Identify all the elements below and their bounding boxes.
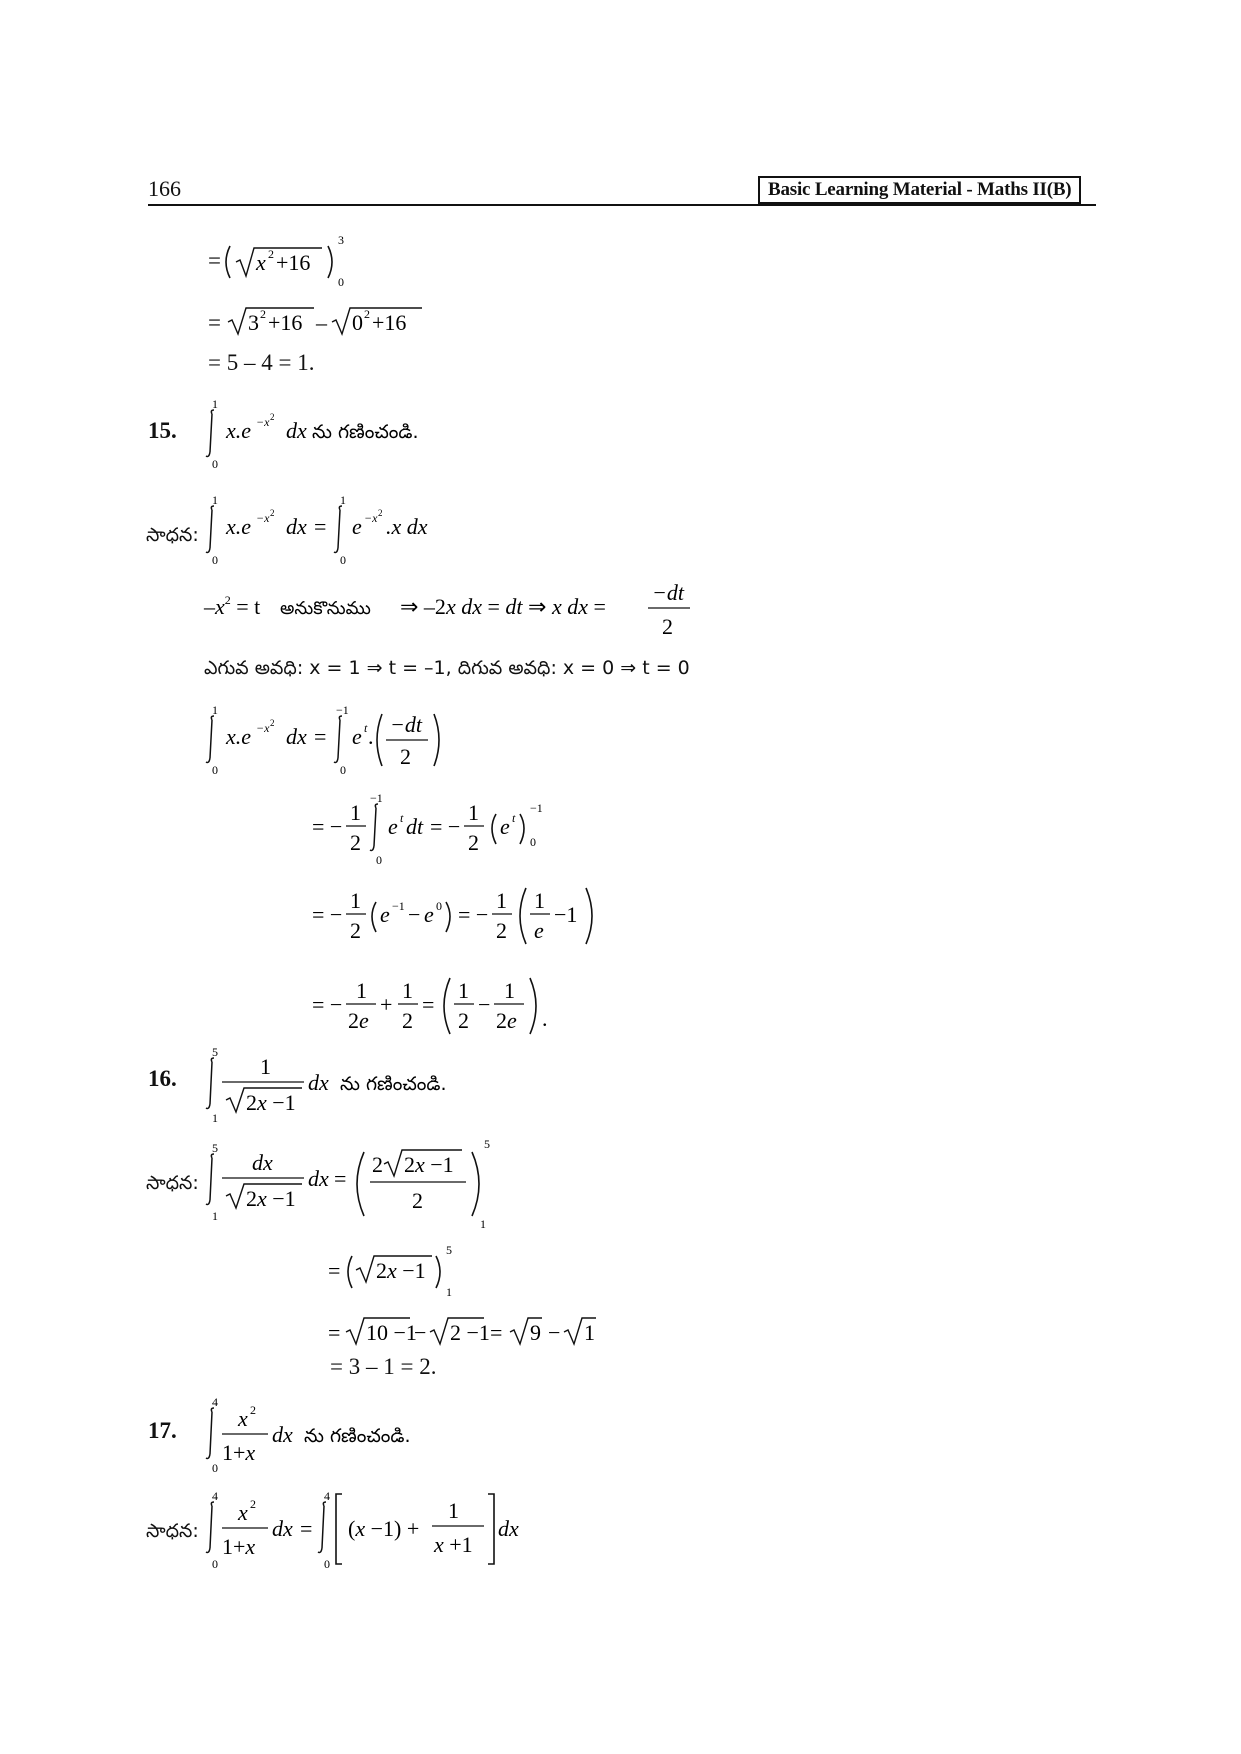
svg-text:1: 1 xyxy=(584,1320,595,1345)
q17-step-1 xyxy=(200,1484,540,1574)
svg-text:−1: −1 xyxy=(530,801,543,815)
solution-label-16: సాధన: xyxy=(146,1172,199,1194)
svg-text:+16: +16 xyxy=(276,250,311,275)
svg-text:2x −1: 2x −1 xyxy=(246,1186,296,1211)
svg-text:1+x: 1+x xyxy=(222,1440,256,1465)
svg-text:dx: dx xyxy=(272,1516,293,1541)
svg-text:⇒ –2x dx = dt ⇒ x dx =: ⇒ –2x dx = dt ⇒ x dx = xyxy=(400,594,606,619)
svg-text:x.e: x.e xyxy=(226,418,252,443)
svg-text:ను గణించండి.: ను గణించండి. xyxy=(304,1425,411,1447)
svg-text:dx: dx xyxy=(286,418,307,443)
svg-text:x: x xyxy=(238,1500,248,1525)
svg-text:1: 1 xyxy=(446,1285,452,1299)
header-rule xyxy=(148,204,1096,206)
svg-text:1: 1 xyxy=(260,1054,271,1079)
svg-text:0: 0 xyxy=(436,899,442,913)
svg-text:2e: 2e xyxy=(496,1008,517,1033)
svg-text:2: 2 xyxy=(270,718,275,728)
svg-text:−: − xyxy=(408,902,421,927)
svg-text:dx: dx xyxy=(252,1150,273,1175)
svg-text:1: 1 xyxy=(448,1498,459,1523)
question-17-number: 17. xyxy=(148,1418,177,1443)
svg-text:3: 3 xyxy=(248,310,259,335)
svg-text:x.e: x.e xyxy=(226,514,252,539)
svg-text:2: 2 xyxy=(662,614,673,639)
q15-step-3 xyxy=(204,654,690,684)
svg-text:−x: −x xyxy=(256,721,270,735)
q15-step-7 xyxy=(310,966,570,1046)
svg-text:x +1: x +1 xyxy=(434,1532,473,1557)
svg-text:1: 1 xyxy=(496,888,507,913)
svg-text:2: 2 xyxy=(496,918,507,943)
svg-text:2: 2 xyxy=(250,1497,256,1511)
svg-text:2: 2 xyxy=(250,1403,256,1417)
question-15-statement xyxy=(200,398,460,470)
svg-text:.: . xyxy=(542,1006,548,1031)
svg-text:x.e: x.e xyxy=(226,724,252,749)
svg-text:−x: −x xyxy=(256,415,270,429)
question-16-statement xyxy=(200,1044,500,1124)
svg-text:1: 1 xyxy=(350,888,361,913)
svg-text:2x −1: 2x −1 xyxy=(404,1152,454,1177)
svg-text:0: 0 xyxy=(340,553,346,566)
svg-text:0: 0 xyxy=(212,457,218,470)
svg-text:5: 5 xyxy=(212,1045,218,1059)
svg-text:=: = xyxy=(328,1320,341,1345)
svg-text:0: 0 xyxy=(212,553,218,566)
svg-text:1+x: 1+x xyxy=(222,1534,256,1559)
svg-text:–x2 = t: $-x^2 = t$ xyxy=(204,593,261,619)
svg-text:2: 2 xyxy=(260,307,266,321)
svg-text:−: − xyxy=(548,1320,561,1345)
q15-step-4 xyxy=(200,700,460,780)
question-17-statement xyxy=(200,1394,460,1474)
svg-text:0: 0 xyxy=(212,1557,218,1571)
svg-text:−x: −x xyxy=(364,511,378,525)
svg-text:=: = xyxy=(300,1516,313,1541)
svg-text:10 −1: 10 −1 xyxy=(366,1320,417,1345)
svg-text:0: 0 xyxy=(352,310,363,335)
svg-text:1: 1 xyxy=(212,1209,218,1223)
svg-text:5: 5 xyxy=(446,1243,452,1257)
svg-text:1: 1 xyxy=(504,978,515,1003)
svg-text:−: − xyxy=(478,992,491,1017)
svg-text:=: = xyxy=(208,310,221,335)
q16-step-2 xyxy=(326,1240,486,1306)
svg-text:t: t xyxy=(512,811,516,825)
svg-text:=: = xyxy=(334,1166,347,1191)
svg-text:2x −1: 2x −1 xyxy=(246,1090,296,1115)
svg-text:dx: dx xyxy=(308,1070,329,1095)
svg-text:−dt: −dt xyxy=(390,712,422,737)
svg-text:+16: +16 xyxy=(372,310,407,335)
svg-text:1: 1 xyxy=(212,398,218,411)
svg-text:1: 1 xyxy=(340,494,346,507)
q15-step-5 xyxy=(310,788,570,868)
q16-step-1 xyxy=(200,1134,500,1234)
svg-text:ను గణించండి.: ను గణించండి. xyxy=(340,1073,447,1095)
svg-text:dx: dx xyxy=(272,1422,293,1447)
svg-text:4: 4 xyxy=(212,1489,218,1503)
svg-text:e: e xyxy=(352,724,362,749)
svg-text:e: e xyxy=(424,902,434,927)
question-16-number: 16. xyxy=(148,1066,177,1091)
svg-text:2: 2 xyxy=(270,412,275,422)
svg-text:x: x xyxy=(238,1406,248,1431)
svg-text:−1: −1 xyxy=(554,902,578,927)
svg-text:dx: dx xyxy=(308,1166,329,1191)
svg-text:x: x xyxy=(256,250,266,275)
svg-text:dx: dx xyxy=(286,514,307,539)
svg-text:5: 5 xyxy=(484,1137,490,1151)
running-header-title: Basic Learning Material - Maths II(B) xyxy=(758,176,1081,204)
q15-step-3-text: ఎగువ అవధి: x = 1 ⇒ t = –1, దిగువ అవధి: x = 0 ⇒ t = 0 xyxy=(204,657,690,679)
svg-text:4: 4 xyxy=(324,1489,330,1503)
svg-text:0: 0 xyxy=(376,853,382,867)
svg-text:−1: −1 xyxy=(392,899,405,913)
svg-text:1: 1 xyxy=(402,978,413,1003)
svg-text:1: 1 xyxy=(480,1217,486,1231)
solution-label-15: సాధన: xyxy=(146,524,199,546)
svg-text:0: 0 xyxy=(338,275,344,289)
svg-text:0: 0 xyxy=(340,763,346,777)
svg-text:= −: = − xyxy=(312,902,343,927)
svg-text:e: e xyxy=(388,814,398,839)
svg-text:2: 2 xyxy=(372,1152,383,1177)
svg-text:2: 2 xyxy=(412,1188,423,1213)
svg-text:−1: −1 xyxy=(370,791,383,805)
svg-text:2: 2 xyxy=(270,508,275,518)
svg-text:(x −1) +: (x −1) + xyxy=(348,1516,420,1541)
svg-text:5: 5 xyxy=(212,1141,218,1155)
svg-text:2 −1: 2 −1 xyxy=(450,1320,490,1345)
svg-text:2: 2 xyxy=(364,307,370,321)
svg-text:1: 1 xyxy=(212,1111,218,1124)
svg-text:1: 1 xyxy=(534,888,545,913)
svg-text:.x dx: .x dx xyxy=(386,514,428,539)
svg-text:=: = xyxy=(490,1320,503,1345)
continuation-line-2 xyxy=(204,300,444,340)
q15-step-2 xyxy=(200,578,720,648)
svg-text:2: 2 xyxy=(400,744,411,769)
svg-text:4: 4 xyxy=(212,1395,218,1409)
svg-text:0: 0 xyxy=(212,1461,218,1474)
svg-text:+: + xyxy=(380,992,393,1017)
svg-text:1: 1 xyxy=(458,978,469,1003)
continuation-line-3: = 5 – 4 = 1. xyxy=(208,350,315,375)
svg-text:=: = xyxy=(208,248,221,273)
solution-label-17: సాధన: xyxy=(146,1520,199,1542)
svg-text:e: e xyxy=(352,514,362,539)
svg-text:2: 2 xyxy=(268,247,274,261)
svg-text:+16: +16 xyxy=(268,310,303,335)
q16-step-3 xyxy=(326,1310,626,1352)
svg-text:1: 1 xyxy=(356,978,367,1003)
svg-text:e: e xyxy=(534,918,544,943)
svg-text:e: e xyxy=(500,814,510,839)
svg-text:2: 2 xyxy=(458,1008,469,1033)
svg-text:2: 2 xyxy=(402,1008,413,1033)
svg-text:= −: = − xyxy=(312,992,343,1017)
svg-text:0: 0 xyxy=(530,835,536,849)
svg-text:t: t xyxy=(364,721,368,735)
svg-text:.: . xyxy=(368,724,374,749)
svg-text:−x: −x xyxy=(256,511,270,525)
svg-text:=: = xyxy=(314,514,327,539)
svg-text:0: 0 xyxy=(324,1557,330,1571)
svg-text:=: = xyxy=(314,724,327,749)
q15-step-1 xyxy=(200,494,460,566)
svg-text:9: 9 xyxy=(530,1320,541,1345)
q15-step-6 xyxy=(310,876,610,956)
svg-text:e: e xyxy=(380,902,390,927)
svg-text:=: = xyxy=(328,1258,341,1283)
svg-text:−: − xyxy=(414,1320,427,1345)
svg-text:−dt: −dt xyxy=(652,580,684,605)
page-number: 166 xyxy=(148,176,181,201)
svg-text:అనుకొనుము: అనుకొనుము xyxy=(280,598,371,619)
svg-text:dx: dx xyxy=(498,1516,519,1541)
svg-text:=: = xyxy=(422,992,435,1017)
svg-text:= −: = − xyxy=(430,814,461,839)
svg-text:2x −1: 2x −1 xyxy=(376,1258,426,1283)
svg-text:t: t xyxy=(400,811,404,825)
svg-text:= −: = − xyxy=(312,814,343,839)
q16-step-4: = 3 – 1 = 2. xyxy=(330,1354,437,1379)
svg-text:= −: = − xyxy=(458,902,489,927)
svg-text:dx: dx xyxy=(286,724,307,749)
continuation-line-1 xyxy=(204,232,364,294)
svg-text:2e: 2e xyxy=(348,1008,369,1033)
svg-text:2: 2 xyxy=(350,918,361,943)
svg-text:1: 1 xyxy=(468,800,479,825)
svg-text:2: 2 xyxy=(378,508,383,518)
svg-text:1: 1 xyxy=(350,800,361,825)
svg-text:2: 2 xyxy=(468,830,479,855)
question-15-number: 15. xyxy=(148,418,177,443)
svg-text:–: – xyxy=(316,310,327,335)
svg-text:2: 2 xyxy=(350,830,361,855)
svg-text:1: 1 xyxy=(212,703,218,717)
svg-text:ను గణించండి.: ను గణించండి. xyxy=(312,421,419,443)
svg-text:3: 3 xyxy=(338,233,344,247)
svg-text:−1: −1 xyxy=(336,703,349,717)
svg-text:dt: dt xyxy=(406,814,424,839)
svg-text:0: 0 xyxy=(212,763,218,777)
svg-text:1: 1 xyxy=(212,494,218,507)
